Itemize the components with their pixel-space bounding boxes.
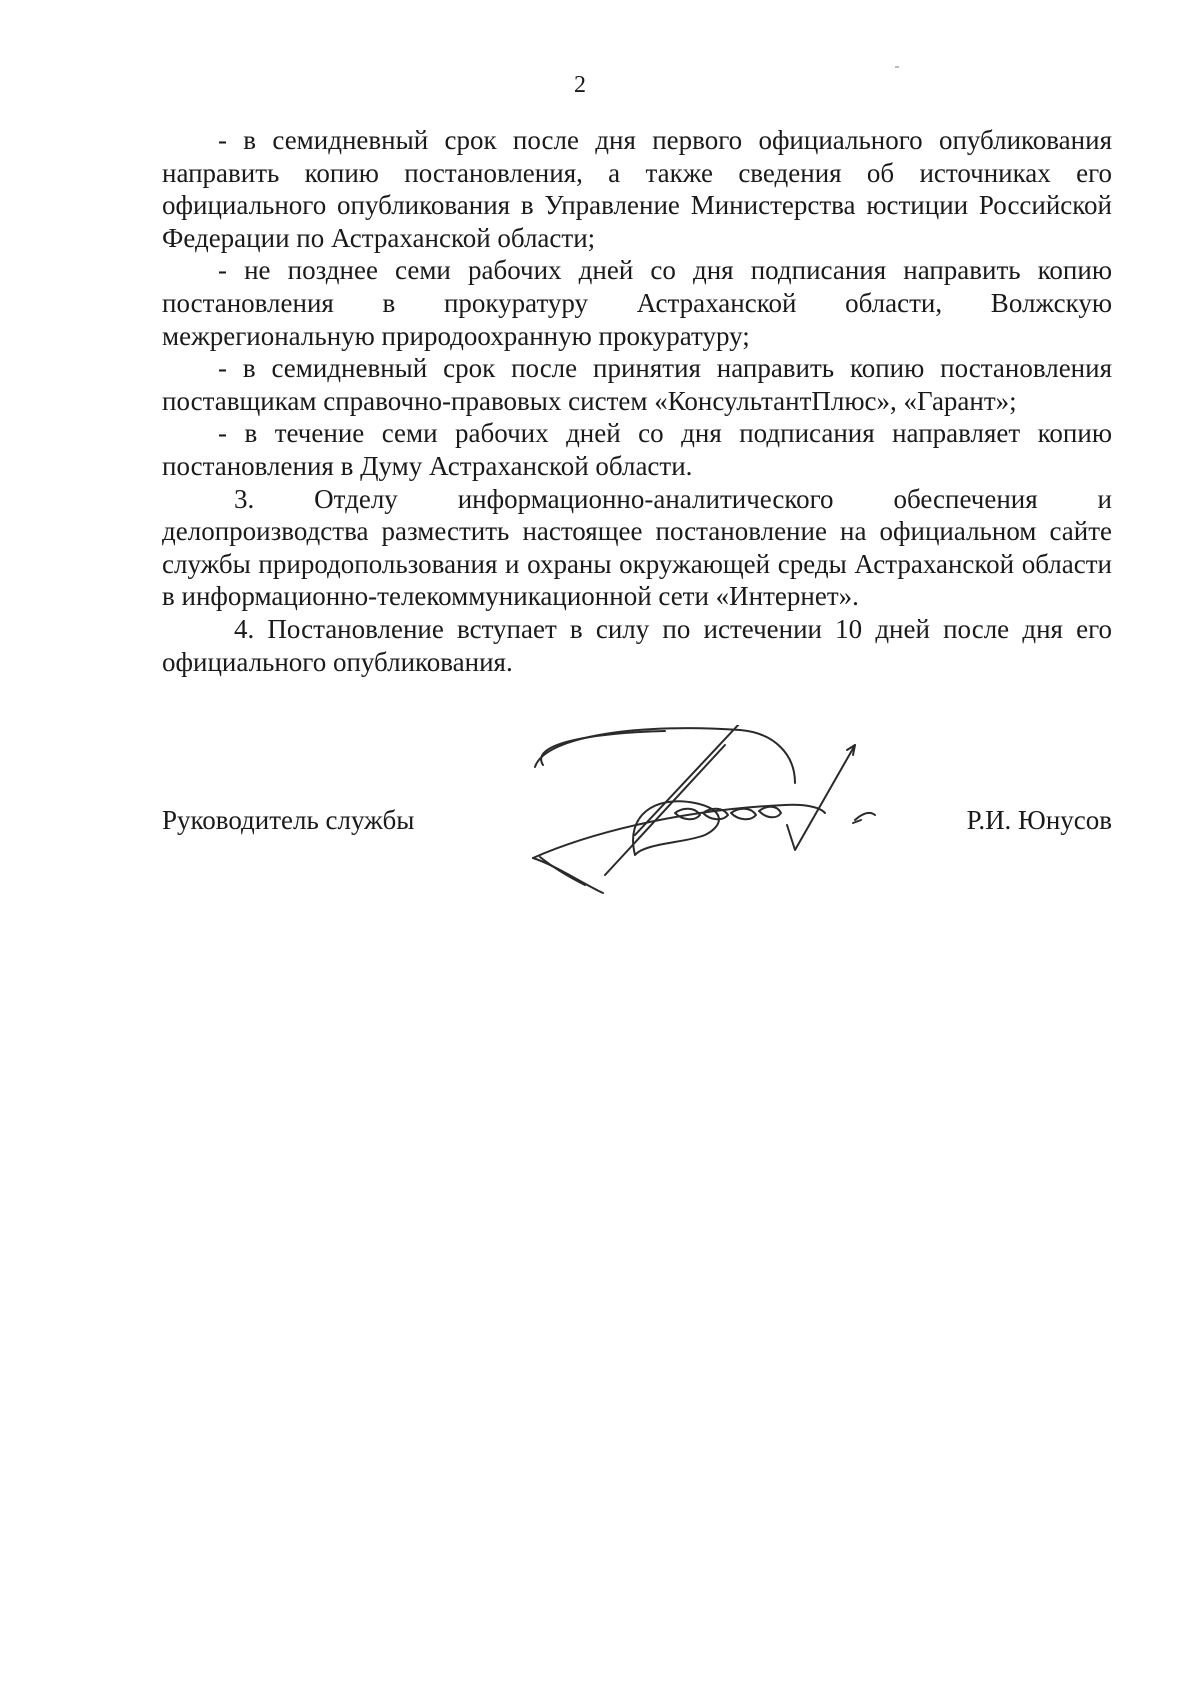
paragraph-clause-4: 4. Постановление вступает в силу по истечении 10 дней после дня его официального опубликования.	[162, 613, 1112, 677]
document-body	[162, 124, 1112, 678]
paragraph-item-3: - в семидневный срок после принятия направить копию постановления поставщикам справочно-правовых систем «КонсультантПлюс», «Гарант»;	[162, 353, 1112, 416]
signature-block	[162, 805, 1112, 845]
signatory-name: Р.И. Юнусов	[966, 805, 1112, 835]
paragraph-item-1: - в семидневный срок после дня первого официального опубликования направить копию постановления, а также сведения об источниках его официального опубликования в Управление Министерства юстиции Российской Федерации по Астраханской области;	[162, 125, 1112, 253]
scan-speck	[895, 66, 899, 68]
paragraph-item-4: - в течение семи рабочих дней со дня подписания направляет копию постановления в Думу Астраханской области.	[162, 418, 1112, 481]
paragraph-clause-3: 3. Отделу информационно-аналитического обеспечения и делопроизводства разместить настоящее постановление на официальном сайте службы природопользования и охраны окружающей среды Астраханской области в информационно-телекоммуникационной сети «Интернет».	[162, 483, 1112, 612]
paragraph-item-2: - не позднее семи рабочих дней со дня подписания направить копию постановления в прокуратуру Астраханской области, Волжскую межрегиональную природоохранную прокуратуру;	[162, 255, 1112, 351]
signatory-position: Руководитель службы	[162, 805, 415, 835]
page-number: 2	[574, 72, 586, 98]
